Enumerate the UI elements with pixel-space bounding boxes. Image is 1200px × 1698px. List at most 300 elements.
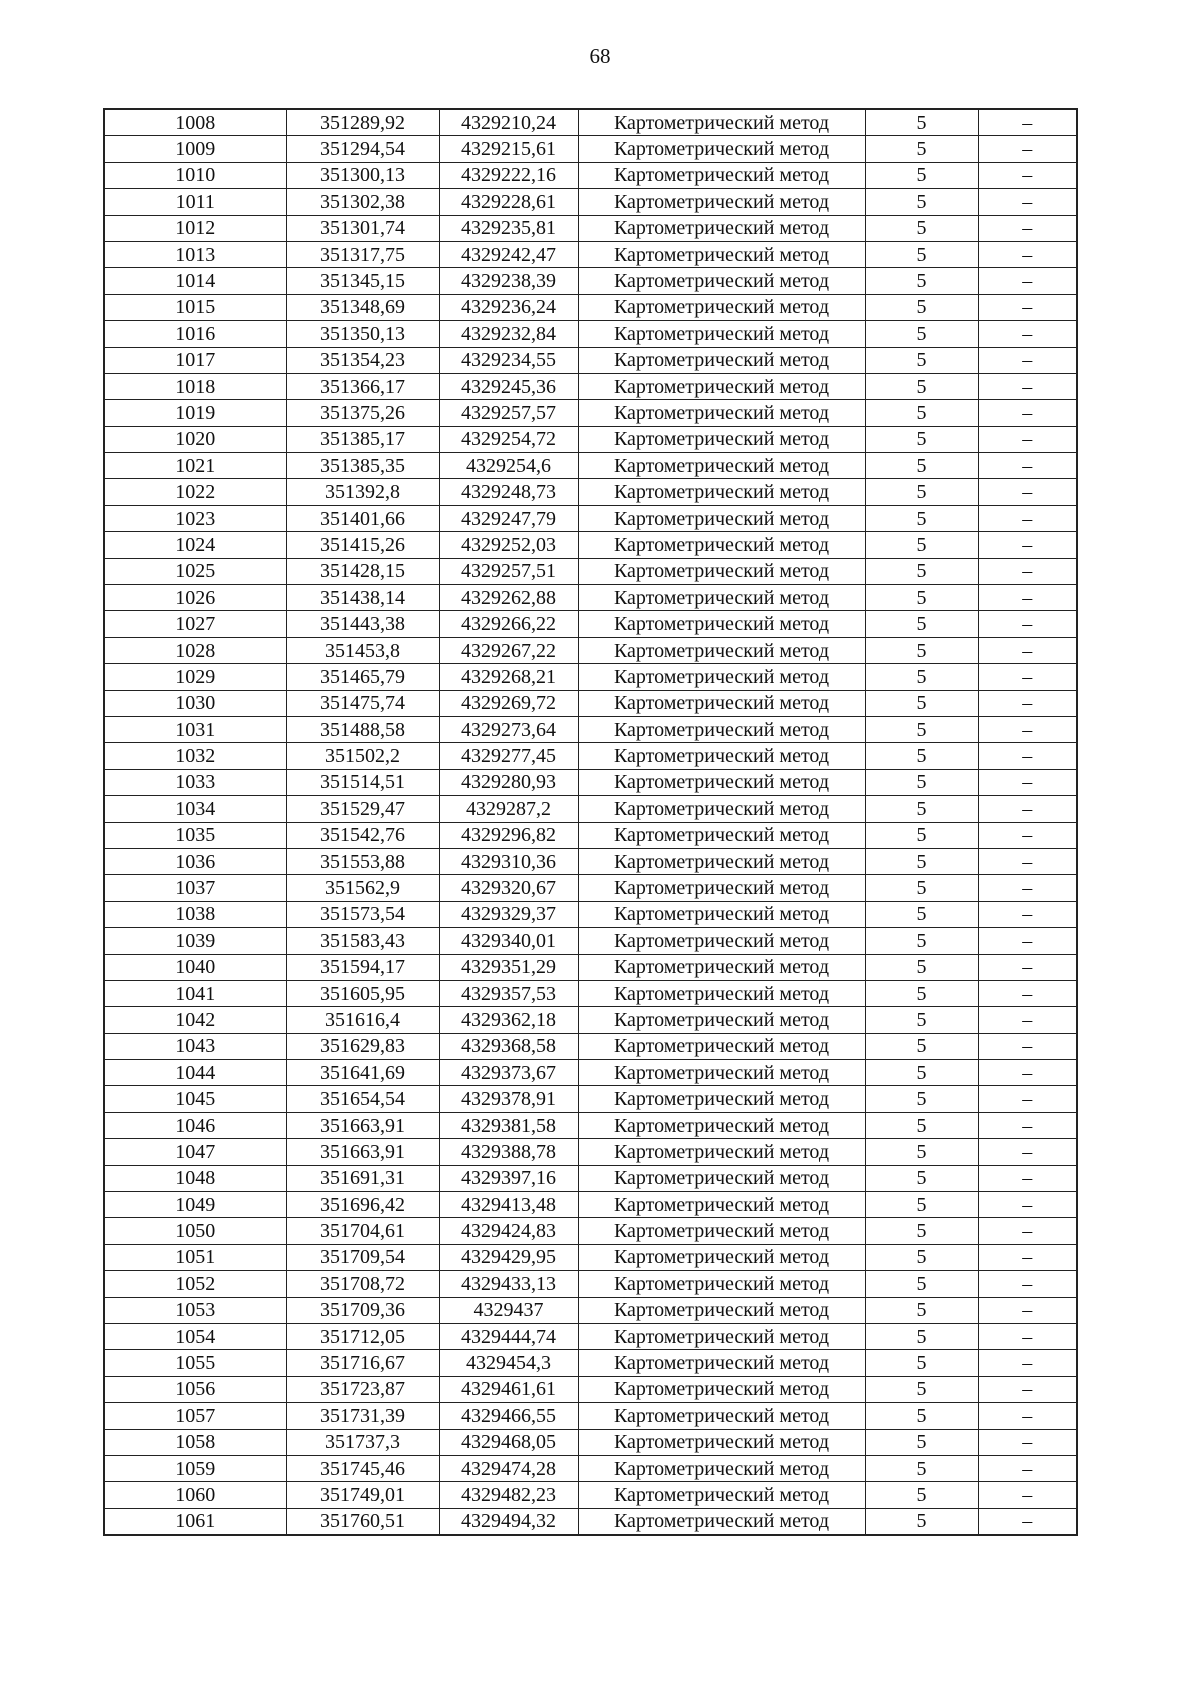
note-cell: – <box>978 162 1077 188</box>
note-cell: – <box>978 1192 1077 1218</box>
table-row <box>104 769 1077 795</box>
point-number-cell: 1055 <box>104 1350 286 1376</box>
note-cell: – <box>978 505 1077 531</box>
table-row <box>104 1244 1077 1270</box>
note-cell: – <box>978 241 1077 267</box>
x-coordinate-cell: 351708,72 <box>286 1271 439 1297</box>
table-row <box>104 875 1077 901</box>
x-coordinate-cell: 351723,87 <box>286 1376 439 1402</box>
point-number-cell: 1042 <box>104 1007 286 1033</box>
y-coordinate-cell: 4329210,24 <box>439 109 578 136</box>
x-coordinate-cell: 351354,23 <box>286 347 439 373</box>
accuracy-cell: 5 <box>865 1297 978 1323</box>
table-row <box>104 1033 1077 1059</box>
x-coordinate-cell: 351542,76 <box>286 822 439 848</box>
table-row <box>104 558 1077 584</box>
method-cell: Картометрический метод <box>578 980 865 1006</box>
y-coordinate-cell: 4329494,32 <box>439 1508 578 1535</box>
point-number-cell: 1039 <box>104 928 286 954</box>
point-number-cell: 1045 <box>104 1086 286 1112</box>
point-number-cell: 1040 <box>104 954 286 980</box>
point-number-cell: 1010 <box>104 162 286 188</box>
y-coordinate-cell: 4329262,88 <box>439 585 578 611</box>
point-number-cell: 1051 <box>104 1244 286 1270</box>
point-number-cell: 1057 <box>104 1403 286 1429</box>
note-cell: – <box>978 1271 1077 1297</box>
y-coordinate-cell: 4329238,39 <box>439 268 578 294</box>
y-coordinate-cell: 4329245,36 <box>439 373 578 399</box>
y-coordinate-cell: 4329247,79 <box>439 505 578 531</box>
accuracy-cell: 5 <box>865 796 978 822</box>
method-cell: Картометрический метод <box>578 928 865 954</box>
table-row <box>104 1508 1077 1535</box>
y-coordinate-cell: 4329242,47 <box>439 241 578 267</box>
note-cell: – <box>978 1244 1077 1270</box>
x-coordinate-cell: 351385,17 <box>286 426 439 452</box>
accuracy-cell: 5 <box>865 1376 978 1402</box>
x-coordinate-cell: 351605,95 <box>286 980 439 1006</box>
y-coordinate-cell: 4329474,28 <box>439 1455 578 1481</box>
x-coordinate-cell: 351616,4 <box>286 1007 439 1033</box>
y-coordinate-cell: 4329280,93 <box>439 769 578 795</box>
table-row <box>104 1297 1077 1323</box>
note-cell: – <box>978 1086 1077 1112</box>
x-coordinate-cell: 351663,91 <box>286 1112 439 1138</box>
point-number-cell: 1060 <box>104 1482 286 1508</box>
method-cell: Картометрический метод <box>578 268 865 294</box>
accuracy-cell: 5 <box>865 558 978 584</box>
point-number-cell: 1038 <box>104 901 286 927</box>
method-cell: Картометрический метод <box>578 743 865 769</box>
accuracy-cell: 5 <box>865 1350 978 1376</box>
table-row <box>104 1218 1077 1244</box>
point-number-cell: 1027 <box>104 611 286 637</box>
accuracy-cell: 5 <box>865 532 978 558</box>
y-coordinate-cell: 4329351,29 <box>439 954 578 980</box>
accuracy-cell: 5 <box>865 1112 978 1138</box>
y-coordinate-cell: 4329287,2 <box>439 796 578 822</box>
table-row <box>104 743 1077 769</box>
table-row <box>104 664 1077 690</box>
method-cell: Картометрический метод <box>578 1350 865 1376</box>
accuracy-cell: 5 <box>865 822 978 848</box>
point-number-cell: 1037 <box>104 875 286 901</box>
note-cell: – <box>978 532 1077 558</box>
note-cell: – <box>978 189 1077 215</box>
point-number-cell: 1018 <box>104 373 286 399</box>
accuracy-cell: 5 <box>865 954 978 980</box>
point-number-cell: 1029 <box>104 664 286 690</box>
method-cell: Картометрический метод <box>578 954 865 980</box>
x-coordinate-cell: 351415,26 <box>286 532 439 558</box>
x-coordinate-cell: 351709,54 <box>286 1244 439 1270</box>
table-row <box>104 980 1077 1006</box>
table-row <box>104 136 1077 162</box>
note-cell: – <box>978 901 1077 927</box>
point-number-cell: 1020 <box>104 426 286 452</box>
note-cell: – <box>978 1060 1077 1086</box>
y-coordinate-cell: 4329466,55 <box>439 1403 578 1429</box>
accuracy-cell: 5 <box>865 716 978 742</box>
note-cell: – <box>978 1033 1077 1059</box>
y-coordinate-cell: 4329320,67 <box>439 875 578 901</box>
note-cell: – <box>978 347 1077 373</box>
method-cell: Картометрический метод <box>578 109 865 136</box>
accuracy-cell: 5 <box>865 1429 978 1455</box>
accuracy-cell: 5 <box>865 426 978 452</box>
x-coordinate-cell: 351749,01 <box>286 1482 439 1508</box>
table-row <box>104 637 1077 663</box>
table-row <box>104 1112 1077 1138</box>
method-cell: Картометрический метод <box>578 241 865 267</box>
x-coordinate-cell: 351731,39 <box>286 1403 439 1429</box>
y-coordinate-cell: 4329266,22 <box>439 611 578 637</box>
method-cell: Картометрический метод <box>578 1218 865 1244</box>
x-coordinate-cell: 351709,36 <box>286 1297 439 1323</box>
table-row <box>104 268 1077 294</box>
table-row <box>104 453 1077 479</box>
x-coordinate-cell: 351302,38 <box>286 189 439 215</box>
method-cell: Картометрический метод <box>578 426 865 452</box>
method-cell: Картометрический метод <box>578 453 865 479</box>
method-cell: Картометрический метод <box>578 479 865 505</box>
accuracy-cell: 5 <box>865 743 978 769</box>
method-cell: Картометрический метод <box>578 664 865 690</box>
x-coordinate-cell: 351654,54 <box>286 1086 439 1112</box>
point-number-cell: 1024 <box>104 532 286 558</box>
y-coordinate-cell: 4329388,78 <box>439 1139 578 1165</box>
point-number-cell: 1061 <box>104 1508 286 1535</box>
note-cell: – <box>978 1350 1077 1376</box>
y-coordinate-cell: 4329433,13 <box>439 1271 578 1297</box>
note-cell: – <box>978 954 1077 980</box>
x-coordinate-cell: 351488,58 <box>286 716 439 742</box>
method-cell: Картометрический метод <box>578 189 865 215</box>
note-cell: – <box>978 109 1077 136</box>
point-number-cell: 1022 <box>104 479 286 505</box>
table-row <box>104 479 1077 505</box>
x-coordinate-cell: 351594,17 <box>286 954 439 980</box>
table-row <box>104 1376 1077 1402</box>
accuracy-cell: 5 <box>865 268 978 294</box>
method-cell: Картометрический метод <box>578 1403 865 1429</box>
y-coordinate-cell: 4329234,55 <box>439 347 578 373</box>
point-number-cell: 1033 <box>104 769 286 795</box>
method-cell: Картометрический метод <box>578 1139 865 1165</box>
accuracy-cell: 5 <box>865 1192 978 1218</box>
accuracy-cell: 5 <box>865 690 978 716</box>
point-number-cell: 1015 <box>104 294 286 320</box>
accuracy-cell: 5 <box>865 294 978 320</box>
table-row <box>104 1429 1077 1455</box>
table-row <box>104 611 1077 637</box>
table-row <box>104 321 1077 347</box>
x-coordinate-cell: 351583,43 <box>286 928 439 954</box>
method-cell: Картометрический метод <box>578 162 865 188</box>
y-coordinate-cell: 4329357,53 <box>439 980 578 1006</box>
method-cell: Картометрический метод <box>578 1112 865 1138</box>
y-coordinate-cell: 4329340,01 <box>439 928 578 954</box>
accuracy-cell: 5 <box>865 1139 978 1165</box>
y-coordinate-cell: 4329232,84 <box>439 321 578 347</box>
point-number-cell: 1011 <box>104 189 286 215</box>
note-cell: – <box>978 1007 1077 1033</box>
point-number-cell: 1043 <box>104 1033 286 1059</box>
x-coordinate-cell: 351300,13 <box>286 162 439 188</box>
x-coordinate-cell: 351453,8 <box>286 637 439 663</box>
accuracy-cell: 5 <box>865 928 978 954</box>
note-cell: – <box>978 268 1077 294</box>
point-number-cell: 1032 <box>104 743 286 769</box>
table-row <box>104 1323 1077 1349</box>
note-cell: – <box>978 1376 1077 1402</box>
point-number-cell: 1023 <box>104 505 286 531</box>
table-row <box>104 1455 1077 1481</box>
y-coordinate-cell: 4329254,72 <box>439 426 578 452</box>
accuracy-cell: 5 <box>865 1482 978 1508</box>
table-row <box>104 1007 1077 1033</box>
note-cell: – <box>978 875 1077 901</box>
note-cell: – <box>978 426 1077 452</box>
method-cell: Картометрический метод <box>578 848 865 874</box>
accuracy-cell: 5 <box>865 1033 978 1059</box>
table-row <box>104 690 1077 716</box>
y-coordinate-cell: 4329482,23 <box>439 1482 578 1508</box>
point-number-cell: 1034 <box>104 796 286 822</box>
method-cell: Картометрический метод <box>578 1297 865 1323</box>
table-row <box>104 1350 1077 1376</box>
table-row <box>104 822 1077 848</box>
accuracy-cell: 5 <box>865 453 978 479</box>
method-cell: Картометрический метод <box>578 1033 865 1059</box>
y-coordinate-cell: 4329310,36 <box>439 848 578 874</box>
point-number-cell: 1016 <box>104 321 286 347</box>
x-coordinate-cell: 351712,05 <box>286 1323 439 1349</box>
method-cell: Картометрический метод <box>578 822 865 848</box>
y-coordinate-cell: 4329373,67 <box>439 1060 578 1086</box>
method-cell: Картометрический метод <box>578 1165 865 1191</box>
table-row <box>104 215 1077 241</box>
note-cell: – <box>978 1112 1077 1138</box>
accuracy-cell: 5 <box>865 1086 978 1112</box>
method-cell: Картометрический метод <box>578 1271 865 1297</box>
method-cell: Картометрический метод <box>578 637 865 663</box>
table-row <box>104 716 1077 742</box>
point-number-cell: 1026 <box>104 585 286 611</box>
method-cell: Картометрический метод <box>578 1508 865 1535</box>
accuracy-cell: 5 <box>865 1218 978 1244</box>
x-coordinate-cell: 351691,31 <box>286 1165 439 1191</box>
y-coordinate-cell: 4329378,91 <box>439 1086 578 1112</box>
x-coordinate-cell: 351502,2 <box>286 743 439 769</box>
method-cell: Картометрический метод <box>578 690 865 716</box>
table-row <box>104 505 1077 531</box>
table-row <box>104 954 1077 980</box>
method-cell: Картометрический метод <box>578 1060 865 1086</box>
point-number-cell: 1017 <box>104 347 286 373</box>
note-cell: – <box>978 822 1077 848</box>
y-coordinate-cell: 4329222,16 <box>439 162 578 188</box>
method-cell: Картометрический метод <box>578 1007 865 1033</box>
y-coordinate-cell: 4329329,37 <box>439 901 578 927</box>
x-coordinate-cell: 351443,38 <box>286 611 439 637</box>
x-coordinate-cell: 351514,51 <box>286 769 439 795</box>
x-coordinate-cell: 351553,88 <box>286 848 439 874</box>
table-row <box>104 796 1077 822</box>
table-row <box>104 848 1077 874</box>
table-row <box>104 1192 1077 1218</box>
x-coordinate-cell: 351385,35 <box>286 453 439 479</box>
point-number-cell: 1025 <box>104 558 286 584</box>
y-coordinate-cell: 4329461,61 <box>439 1376 578 1402</box>
accuracy-cell: 5 <box>865 664 978 690</box>
method-cell: Картометрический метод <box>578 1376 865 1402</box>
method-cell: Картометрический метод <box>578 901 865 927</box>
point-number-cell: 1048 <box>104 1165 286 1191</box>
y-coordinate-cell: 4329273,64 <box>439 716 578 742</box>
accuracy-cell: 5 <box>865 848 978 874</box>
table-row <box>104 241 1077 267</box>
x-coordinate-cell: 351438,14 <box>286 585 439 611</box>
x-coordinate-cell: 351345,15 <box>286 268 439 294</box>
x-coordinate-cell: 351475,74 <box>286 690 439 716</box>
y-coordinate-cell: 4329413,48 <box>439 1192 578 1218</box>
point-number-cell: 1059 <box>104 1455 286 1481</box>
x-coordinate-cell: 351366,17 <box>286 373 439 399</box>
x-coordinate-cell: 351704,61 <box>286 1218 439 1244</box>
x-coordinate-cell: 351696,42 <box>286 1192 439 1218</box>
accuracy-cell: 5 <box>865 1508 978 1535</box>
accuracy-cell: 5 <box>865 505 978 531</box>
point-number-cell: 1030 <box>104 690 286 716</box>
note-cell: – <box>978 136 1077 162</box>
note-cell: – <box>978 1455 1077 1481</box>
method-cell: Картометрический метод <box>578 585 865 611</box>
accuracy-cell: 5 <box>865 1455 978 1481</box>
accuracy-cell: 5 <box>865 980 978 1006</box>
y-coordinate-cell: 4329252,03 <box>439 532 578 558</box>
y-coordinate-cell: 4329468,05 <box>439 1429 578 1455</box>
method-cell: Картометрический метод <box>578 558 865 584</box>
note-cell: – <box>978 479 1077 505</box>
method-cell: Картометрический метод <box>578 321 865 347</box>
accuracy-cell: 5 <box>865 109 978 136</box>
method-cell: Картометрический метод <box>578 875 865 901</box>
point-number-cell: 1046 <box>104 1112 286 1138</box>
accuracy-cell: 5 <box>865 769 978 795</box>
point-number-cell: 1036 <box>104 848 286 874</box>
accuracy-cell: 5 <box>865 875 978 901</box>
note-cell: – <box>978 1297 1077 1323</box>
point-number-cell: 1019 <box>104 400 286 426</box>
point-number-cell: 1014 <box>104 268 286 294</box>
x-coordinate-cell: 351465,79 <box>286 664 439 690</box>
y-coordinate-cell: 4329437 <box>439 1297 578 1323</box>
method-cell: Картометрический метод <box>578 136 865 162</box>
method-cell: Картометрический метод <box>578 294 865 320</box>
note-cell: – <box>978 611 1077 637</box>
point-number-cell: 1013 <box>104 241 286 267</box>
accuracy-cell: 5 <box>865 585 978 611</box>
note-cell: – <box>978 1508 1077 1535</box>
x-coordinate-cell: 351760,51 <box>286 1508 439 1535</box>
table-row <box>104 189 1077 215</box>
coordinates-table-body <box>104 109 1077 1535</box>
point-number-cell: 1009 <box>104 136 286 162</box>
x-coordinate-cell: 351716,67 <box>286 1350 439 1376</box>
note-cell: – <box>978 980 1077 1006</box>
accuracy-cell: 5 <box>865 373 978 399</box>
note-cell: – <box>978 796 1077 822</box>
point-number-cell: 1028 <box>104 637 286 663</box>
point-number-cell: 1035 <box>104 822 286 848</box>
method-cell: Картометрический метод <box>578 796 865 822</box>
table-row <box>104 294 1077 320</box>
method-cell: Картометрический метод <box>578 1323 865 1349</box>
note-cell: – <box>978 400 1077 426</box>
x-coordinate-cell: 351317,75 <box>286 241 439 267</box>
accuracy-cell: 5 <box>865 189 978 215</box>
y-coordinate-cell: 4329277,45 <box>439 743 578 769</box>
note-cell: – <box>978 637 1077 663</box>
accuracy-cell: 5 <box>865 1165 978 1191</box>
y-coordinate-cell: 4329228,61 <box>439 189 578 215</box>
point-number-cell: 1031 <box>104 716 286 742</box>
point-number-cell: 1058 <box>104 1429 286 1455</box>
note-cell: – <box>978 928 1077 954</box>
accuracy-cell: 5 <box>865 479 978 505</box>
table-row <box>104 400 1077 426</box>
accuracy-cell: 5 <box>865 1271 978 1297</box>
accuracy-cell: 5 <box>865 400 978 426</box>
x-coordinate-cell: 351348,69 <box>286 294 439 320</box>
note-cell: – <box>978 1482 1077 1508</box>
method-cell: Картометрический метод <box>578 611 865 637</box>
table-row <box>104 1403 1077 1429</box>
method-cell: Картометрический метод <box>578 215 865 241</box>
method-cell: Картометрический метод <box>578 1429 865 1455</box>
y-coordinate-cell: 4329236,24 <box>439 294 578 320</box>
x-coordinate-cell: 351350,13 <box>286 321 439 347</box>
table-row <box>104 347 1077 373</box>
note-cell: – <box>978 1165 1077 1191</box>
note-cell: – <box>978 453 1077 479</box>
note-cell: – <box>978 1403 1077 1429</box>
method-cell: Картометрический метод <box>578 1192 865 1218</box>
accuracy-cell: 5 <box>865 901 978 927</box>
accuracy-cell: 5 <box>865 611 978 637</box>
accuracy-cell: 5 <box>865 637 978 663</box>
point-number-cell: 1054 <box>104 1323 286 1349</box>
x-coordinate-cell: 351289,92 <box>286 109 439 136</box>
note-cell: – <box>978 321 1077 347</box>
y-coordinate-cell: 4329215,61 <box>439 136 578 162</box>
x-coordinate-cell: 351428,15 <box>286 558 439 584</box>
note-cell: – <box>978 664 1077 690</box>
point-number-cell: 1021 <box>104 453 286 479</box>
x-coordinate-cell: 351401,66 <box>286 505 439 531</box>
x-coordinate-cell: 351392,8 <box>286 479 439 505</box>
point-number-cell: 1049 <box>104 1192 286 1218</box>
y-coordinate-cell: 4329381,58 <box>439 1112 578 1138</box>
y-coordinate-cell: 4329257,51 <box>439 558 578 584</box>
y-coordinate-cell: 4329424,83 <box>439 1218 578 1244</box>
note-cell: – <box>978 743 1077 769</box>
point-number-cell: 1047 <box>104 1139 286 1165</box>
table-row <box>104 901 1077 927</box>
note-cell: – <box>978 1218 1077 1244</box>
method-cell: Картометрический метод <box>578 532 865 558</box>
